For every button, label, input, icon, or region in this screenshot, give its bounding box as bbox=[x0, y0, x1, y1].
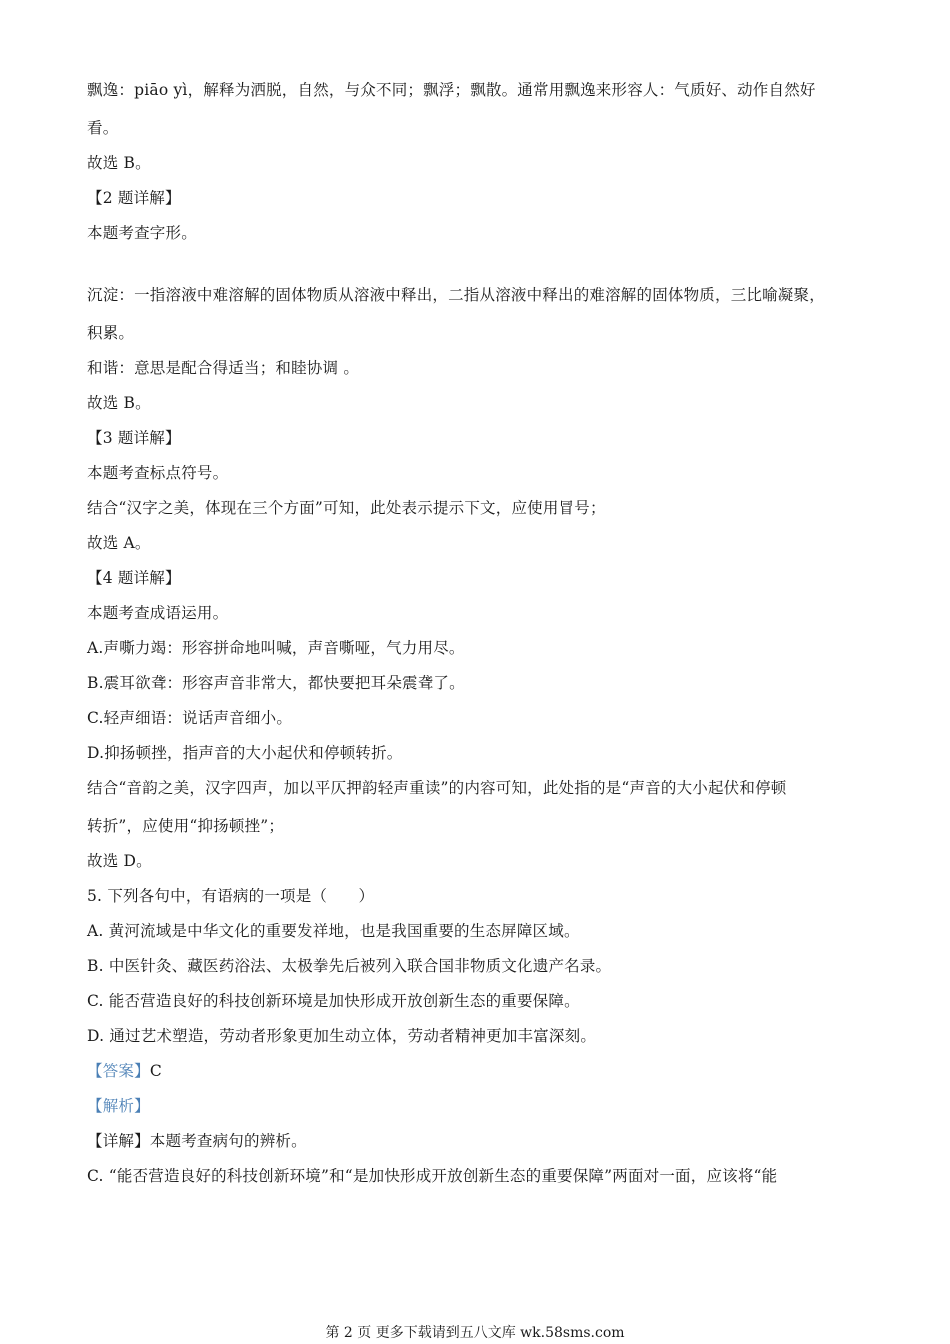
text-line: 结合“汉字之美，体现在三个方面”可知，此处表示提示下文，应使用冒号； bbox=[87, 499, 606, 517]
option-line: B.震耳欲聋：形容声音非常大，都快要把耳朵震聋了。 bbox=[87, 674, 465, 692]
text-line: 结合“音韵之美，汉字四声，加以平仄押韵轻声重读”的内容可知，此处指的是“声音的大小起伏和停顿 bbox=[87, 779, 787, 797]
page-footer: 第 2 页 更多下载请到五八文库 wk.58sms.com bbox=[325, 1325, 625, 1341]
section-heading: 【2 题详解】 bbox=[87, 189, 181, 207]
question-stem: 5. 下列各句中，有语病的一项是（ ） bbox=[87, 887, 375, 905]
text-line: 飘逸：piāo yì，解释为洒脱，自然，与众不同；飘浮；飘散。通常用飘逸来形容人：气质好、动作自然好 bbox=[87, 81, 816, 99]
text-line: 和谐：意思是配合得适当；和睦协调 。 bbox=[87, 359, 360, 377]
option-line: C.轻声细语：说话声音细小。 bbox=[87, 709, 293, 727]
text-line: 转折”，应使用“抑扬顿挫”； bbox=[87, 817, 285, 835]
option-line: D.抑扬顿挫，指声音的大小起伏和停顿转折。 bbox=[87, 744, 403, 762]
text-line: 故选 D。 bbox=[87, 852, 152, 870]
document-body bbox=[87, 78, 877, 1188]
section-heading: 【3 题详解】 bbox=[87, 429, 181, 447]
text-line: 本题考查成语运用。 bbox=[87, 604, 229, 622]
text-line: 故选 A。 bbox=[87, 534, 151, 552]
option-line: C. 能否营造良好的科技创新环境是加快形成开放创新生态的重要保障。 bbox=[87, 992, 580, 1010]
text-line: 本题考查标点符号。 bbox=[87, 464, 229, 482]
answer-line bbox=[87, 1059, 877, 1083]
detail-line: 【详解】本题考查病句的辨析。 bbox=[87, 1132, 307, 1150]
option-line: B. 中医针灸、藏医药浴法、太极拳先后被列入联合国非物质文化遗产名录。 bbox=[87, 957, 612, 975]
text-line: 沉淀：一指溶液中难溶解的固体物质从溶液中释出，二指从溶液中释出的难溶解的固体物质，三比喻凝聚， bbox=[87, 286, 825, 304]
text-line: 本题考查字形。 bbox=[87, 224, 197, 242]
answer-value: C bbox=[149, 1062, 162, 1080]
text-line: 看。 bbox=[87, 119, 119, 137]
option-line: D. 通过艺术塑造，劳动者形象更加生动立体，劳动者精神更加丰富深刻。 bbox=[87, 1027, 597, 1045]
text-line: 故选 B。 bbox=[87, 154, 151, 172]
section-heading: 【4 题详解】 bbox=[87, 569, 181, 587]
text-line: 故选 B。 bbox=[87, 394, 151, 412]
text-line: 积累。 bbox=[87, 324, 135, 342]
option-line: A.声嘶力竭：形容拼命地叫喊，声音嘶哑，气力用尽。 bbox=[87, 639, 465, 657]
answer-label: 【答案】 bbox=[87, 1062, 150, 1080]
text-line: C. “能否营造良好的科技创新环境”和“是加快形成开放创新生态的重要保障”两面对一面，应该将“能 bbox=[87, 1167, 778, 1185]
analysis-label: 【解析】 bbox=[87, 1097, 150, 1115]
option-line: A. 黄河流域是中华文化的重要发祥地，也是我国重要的生态屏障区域。 bbox=[87, 922, 580, 940]
